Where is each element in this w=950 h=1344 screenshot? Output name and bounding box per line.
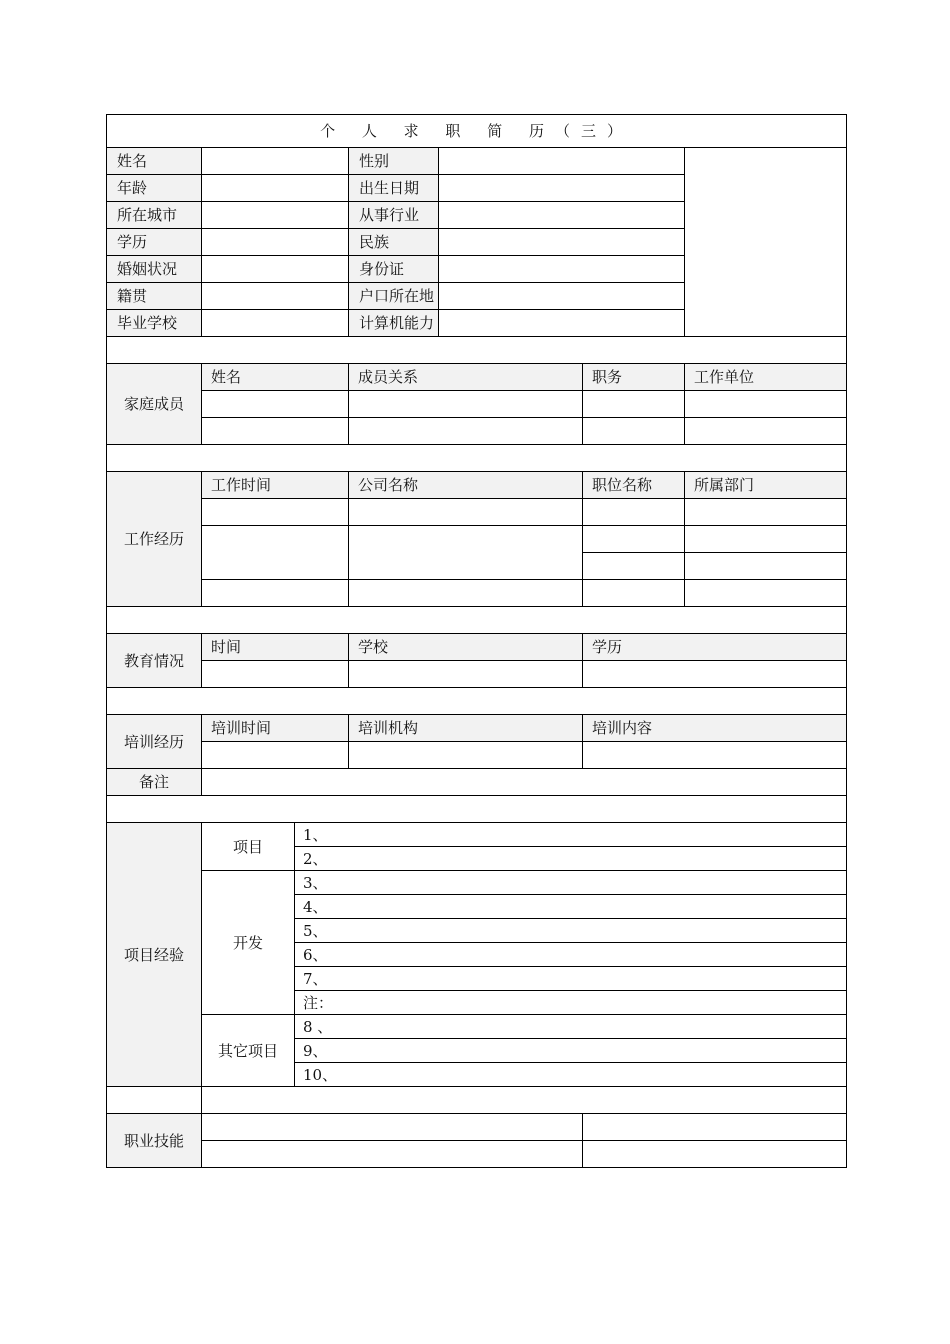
input-cell[interactable]	[583, 661, 847, 688]
field-label: 学历	[107, 229, 202, 256]
spacer-cell	[202, 1087, 847, 1114]
project-row	[107, 823, 847, 847]
input-cell[interactable]	[583, 391, 685, 418]
project-row	[107, 871, 847, 895]
input-cell[interactable]	[685, 580, 847, 607]
degree-value-cell[interactable]	[202, 229, 349, 256]
input-cell[interactable]	[685, 499, 847, 526]
spacer-row	[107, 445, 847, 472]
project-line[interactable]: 10、	[295, 1063, 847, 1087]
column-header: 所属部门	[685, 472, 847, 499]
group-label-other: 其它项目	[202, 1015, 295, 1087]
input-cell[interactable]	[583, 742, 847, 769]
column-header: 姓名	[202, 364, 349, 391]
school-value-cell[interactable]	[202, 310, 349, 337]
input-cell[interactable]	[685, 553, 847, 580]
section-label-projects: 项目经验	[107, 823, 202, 1087]
remarks-label: 备注	[107, 769, 202, 796]
column-header: 培训内容	[583, 715, 847, 742]
project-line[interactable]: 4、	[295, 895, 847, 919]
field-label: 身份证	[349, 256, 439, 283]
input-cell[interactable]	[583, 1114, 847, 1141]
field-label: 计算机能力	[349, 310, 439, 337]
column-header: 公司名称	[349, 472, 583, 499]
field-label: 籍贯	[107, 283, 202, 310]
section-label-family: 家庭成员	[107, 364, 202, 445]
training-header-row	[107, 715, 847, 742]
project-note-line[interactable]: 注：	[295, 991, 847, 1015]
input-cell[interactable]	[202, 499, 349, 526]
project-line[interactable]: 2、	[295, 847, 847, 871]
input-cell[interactable]	[349, 418, 583, 445]
input-cell[interactable]	[349, 661, 583, 688]
project-line[interactable]: 6、	[295, 943, 847, 967]
field-label: 毕业学校	[107, 310, 202, 337]
column-header: 工作单位	[685, 364, 847, 391]
table-row	[107, 661, 847, 688]
age-value-cell[interactable]	[202, 175, 349, 202]
spacer-row	[107, 688, 847, 715]
input-cell[interactable]	[202, 418, 349, 445]
input-cell[interactable]	[583, 418, 685, 445]
section-label-training: 培训经历	[107, 715, 202, 769]
skills-row	[107, 1114, 847, 1141]
column-header: 成员关系	[349, 364, 583, 391]
input-cell[interactable]	[685, 418, 847, 445]
spacer-cell	[107, 1087, 202, 1114]
input-cell[interactable]	[583, 526, 685, 553]
marital-value-cell[interactable]	[202, 256, 349, 283]
table-row	[107, 742, 847, 769]
field-label: 出生日期	[349, 175, 439, 202]
gender-value-cell[interactable]	[439, 148, 685, 175]
education-header-row	[107, 634, 847, 661]
input-cell[interactable]	[349, 742, 583, 769]
spacer-row	[107, 796, 847, 823]
family-header-row	[107, 364, 847, 391]
project-line[interactable]: 3、	[295, 871, 847, 895]
input-cell[interactable]	[349, 391, 583, 418]
table-row	[107, 526, 847, 553]
input-cell[interactable]	[583, 580, 685, 607]
input-cell[interactable]	[349, 580, 583, 607]
project-line[interactable]: 7、	[295, 967, 847, 991]
field-label: 性别	[349, 148, 439, 175]
field-label: 户口所在地	[349, 283, 439, 310]
input-cell[interactable]	[583, 553, 685, 580]
table-row	[107, 499, 847, 526]
input-cell[interactable]	[685, 526, 847, 553]
id-card-value-cell[interactable]	[439, 256, 685, 283]
input-cell[interactable]	[202, 580, 349, 607]
photo-cell[interactable]	[685, 148, 847, 337]
table-row	[107, 391, 847, 418]
project-line[interactable]: 8 、	[295, 1015, 847, 1039]
input-cell[interactable]	[202, 1114, 583, 1141]
project-row	[107, 1015, 847, 1039]
section-label-skills: 职业技能	[107, 1114, 202, 1168]
column-header: 学校	[349, 634, 583, 661]
industry-value-cell[interactable]	[439, 202, 685, 229]
column-header: 学历	[583, 634, 847, 661]
name-value-cell[interactable]	[202, 148, 349, 175]
city-value-cell[interactable]	[202, 202, 349, 229]
remarks-row	[107, 769, 847, 796]
group-label-project: 项目	[202, 823, 295, 871]
project-line[interactable]: 5、	[295, 919, 847, 943]
input-cell[interactable]	[583, 1141, 847, 1168]
basic-row	[107, 148, 847, 175]
field-label: 姓名	[107, 148, 202, 175]
section-label-education: 教育情况	[107, 634, 202, 688]
hukou-value-cell[interactable]	[439, 283, 685, 310]
field-label: 所在城市	[107, 202, 202, 229]
resume-sheet	[106, 114, 846, 1168]
remarks-input-cell[interactable]	[202, 769, 847, 796]
project-line[interactable]: 9、	[295, 1039, 847, 1063]
spacer-row	[107, 607, 847, 634]
table-row	[107, 418, 847, 445]
group-label-dev: 开发	[202, 871, 295, 1015]
resume-title: 个 人 求 职 简 历（三）	[107, 115, 847, 148]
column-header: 工作时间	[202, 472, 349, 499]
field-label: 年龄	[107, 175, 202, 202]
column-header: 职位名称	[583, 472, 685, 499]
ethnicity-value-cell[interactable]	[439, 229, 685, 256]
input-cell[interactable]	[583, 499, 685, 526]
input-cell[interactable]	[202, 526, 349, 580]
spacer-row	[107, 1087, 847, 1114]
input-cell[interactable]	[349, 499, 583, 526]
field-label: 从事行业	[349, 202, 439, 229]
skills-row	[107, 1141, 847, 1168]
input-cell[interactable]	[202, 391, 349, 418]
input-cell[interactable]	[685, 391, 847, 418]
hometown-value-cell[interactable]	[202, 283, 349, 310]
birthdate-value-cell[interactable]	[439, 175, 685, 202]
input-cell[interactable]	[202, 661, 349, 688]
project-line[interactable]: 1、	[295, 823, 847, 847]
resume-table	[106, 114, 847, 1168]
column-header: 培训时间	[202, 715, 349, 742]
column-header: 时间	[202, 634, 349, 661]
input-cell[interactable]	[349, 526, 583, 580]
column-header: 培训机构	[349, 715, 583, 742]
work-header-row	[107, 472, 847, 499]
input-cell[interactable]	[202, 1141, 583, 1168]
spacer-row	[107, 337, 847, 364]
table-row	[107, 580, 847, 607]
field-label: 民族	[349, 229, 439, 256]
input-cell[interactable]	[202, 742, 349, 769]
column-header: 职务	[583, 364, 685, 391]
computer-skill-value-cell[interactable]	[439, 310, 685, 337]
section-label-work: 工作经历	[107, 472, 202, 607]
field-label: 婚姻状况	[107, 256, 202, 283]
